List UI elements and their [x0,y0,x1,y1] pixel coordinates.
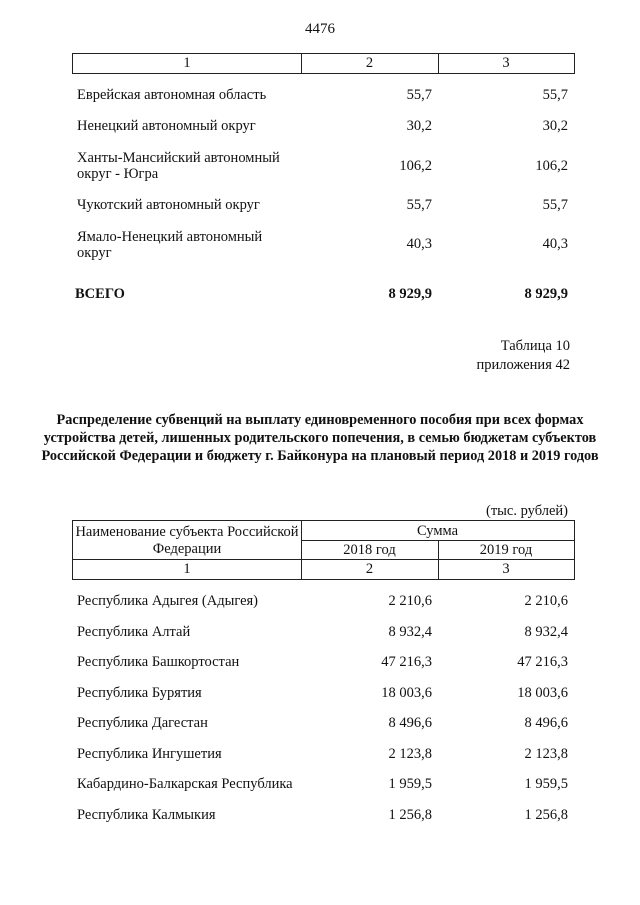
region-name: Ненецкий автономный округ [77,118,256,134]
value-2018: 8 932,4 [388,624,432,640]
value-2018: 55,7 [406,197,432,213]
value-2018: 1 256,8 [388,807,432,823]
value-2019: 30,2 [542,118,568,134]
column-header-sum: Сумма [416,523,459,539]
total-2018: 8 929,9 [388,286,432,302]
top-col-number-1: 1 [183,55,191,71]
value-2018: 40,3 [406,236,432,252]
value-2018: 30,2 [406,118,432,134]
value-2018: 18 003,6 [381,685,432,701]
value-2019: 1 959,5 [524,776,568,792]
value-2019: 40,3 [542,236,568,252]
region-name: Республика Адыгея (Адыгея) [77,593,259,609]
units-note: (тыс. рублей) [486,503,568,519]
region-name: Республика Дагестан [77,715,208,731]
total-2019: 8 929,9 [524,286,568,302]
value-2019: 55,7 [542,197,568,213]
value-2019: 1 256,8 [524,807,568,823]
value-2019: 106,2 [535,158,568,174]
value-2018: 2 210,6 [388,593,432,609]
value-2019: 47 216,3 [517,654,568,670]
region-name: Ханты-Мансийский автономный округ - Югра [77,150,280,182]
column-header-2019: 2019 год [479,542,533,558]
header-divider [73,559,574,560]
table-reference [477,337,570,375]
top-col-number-3: 3 [502,55,510,71]
table-title: Распределение субвенций на выплату единовременного пособия при всех формах устройства детей, лишенных родительского попечения, в семью бюджетам субъектов Российской Федерации и бюджету г. Байконура на плановый период 2018 и 2019 годов [41,412,599,464]
region-name: Еврейская автономная область [77,87,267,103]
value-2019: 2 210,6 [524,593,568,609]
bottom-table-header [72,520,575,580]
region-name: Республика Бурятия [77,685,202,701]
region-name: Республика Ингушетия [77,746,222,762]
total-label: ВСЕГО [75,286,125,302]
region-name: Кабардино-Балкарская Республика [77,776,293,792]
value-2019: 2 123,8 [524,746,568,762]
top-table-header [72,53,575,74]
top-col-number-2: 2 [365,55,374,71]
region-name: Ямало-Ненецкий автономный округ [77,229,263,261]
value-2019: 8 932,4 [524,624,568,640]
value-2018: 8 496,6 [388,715,432,731]
region-name: Республика Алтай [77,624,191,640]
value-2018: 47 216,3 [381,654,432,670]
value-2019: 8 496,6 [524,715,568,731]
value-2018: 1 959,5 [388,776,432,792]
value-2018: 2 123,8 [388,746,432,762]
value-2018: 55,7 [406,87,432,103]
table-number: Таблица 10 [500,338,570,354]
column-header-name: Наименование субъекта Российской Федерации [75,524,299,557]
value-2018: 106,2 [399,158,432,174]
value-2019: 18 003,6 [517,685,568,701]
appendix-number: приложения 42 [476,357,570,373]
value-2019: 55,7 [542,87,568,103]
column-header-2018: 2018 год [343,542,396,558]
col-number-2: 2 [365,561,374,577]
region-name: Республика Башкортостан [77,654,240,670]
col-number-3: 3 [502,561,510,577]
region-name: Республика Калмыкия [77,807,216,823]
region-name: Чукотский автономный округ [77,197,260,213]
page-number: 4476 [305,21,335,37]
col-number-1: 1 [183,561,191,577]
